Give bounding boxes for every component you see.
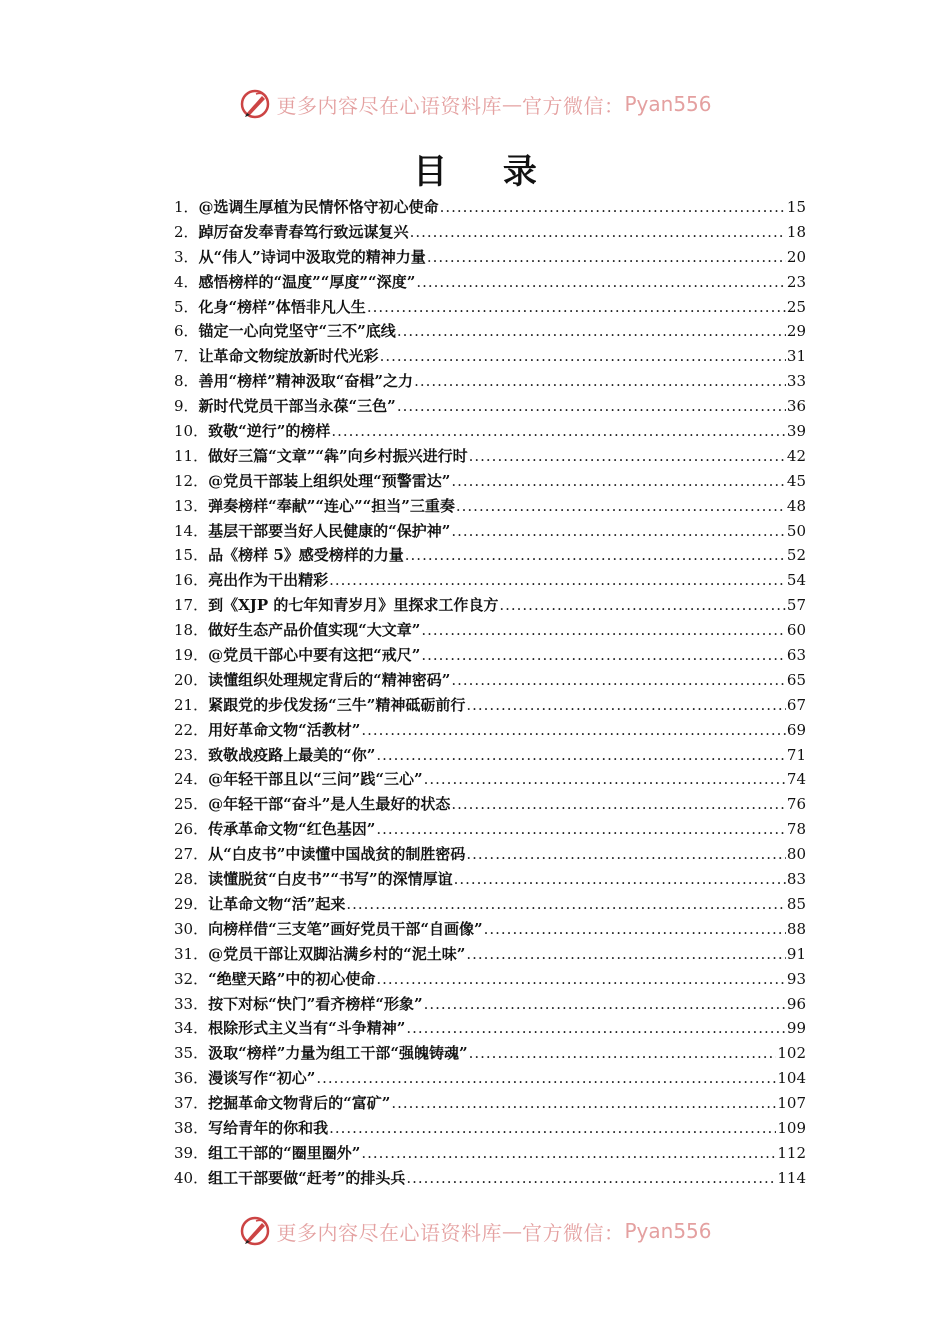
- toc-leader-dots: [424, 767, 786, 792]
- toc-entry-title: 根除形式主义当有“斗争精神”: [208, 1019, 406, 1038]
- toc-entry-number: 34．: [174, 1019, 209, 1038]
- toc-entry-title: @党员干部让双脚沾满乡村的“泥土味”: [208, 944, 466, 963]
- table-of-contents: [174, 195, 806, 1191]
- toc-entry-number: 13．: [174, 496, 209, 515]
- toc-leader-dots: [454, 867, 786, 892]
- toc-entry-number: 6．: [174, 322, 199, 341]
- toc-entry-title: 紧跟党的步伐发扬“三牛”精神砥砺前行: [208, 695, 466, 714]
- toc-entry-title: 弹奏榜样“奉献”“连心”“担当”三重奏: [208, 496, 455, 515]
- toc-leader-dots: [331, 419, 786, 444]
- toc-leader-dots: [421, 643, 786, 668]
- toc-leader-dots: [484, 917, 786, 942]
- toc-entry-title: 到《XJP 的七年知青岁月》里探求工作良方: [208, 596, 499, 615]
- page-title: 目 录: [413, 152, 559, 192]
- toc-entry-title: 品《榜样 5》感受榜样的力量: [208, 546, 404, 565]
- toc-entry[interactable]: [174, 668, 806, 693]
- toc-entry[interactable]: [174, 270, 806, 295]
- toc-entry[interactable]: [174, 220, 806, 245]
- toc-entry-page: 107: [777, 1094, 806, 1113]
- toc-entry[interactable]: [174, 1141, 806, 1166]
- toc-leader-dots: [361, 718, 786, 743]
- toc-entry-number: 9．: [174, 397, 199, 416]
- toc-entry-page: 69: [786, 720, 806, 739]
- toc-leader-dots: [414, 369, 786, 394]
- toc-entry-title: 让革命文物绽放新时代光彩: [198, 347, 379, 366]
- toc-leader-dots: [316, 1066, 776, 1091]
- toc-entry-title: 用好革命文物“活教材”: [208, 720, 361, 739]
- toc-entry[interactable]: [174, 195, 806, 220]
- toc-leader-dots: [329, 568, 786, 593]
- toc-entry[interactable]: [174, 892, 806, 917]
- toc-entry-page: 71: [786, 745, 806, 764]
- toc-entry-title: 从“白皮书”中读懂中国战贫的制胜密码: [208, 845, 466, 864]
- toc-leader-dots: [367, 295, 786, 320]
- toc-leader-dots: [361, 1141, 776, 1166]
- toc-leader-dots: [406, 1166, 776, 1191]
- toc-entry-title: 按下对标“快门”看齐榜样“形象”: [208, 994, 423, 1013]
- toc-leader-dots: [451, 519, 786, 544]
- toc-entry-number: 37．: [174, 1094, 209, 1113]
- toc-entry-number: 16．: [174, 571, 209, 590]
- toc-leader-dots: [380, 344, 786, 369]
- toc-entry-page: 65: [786, 670, 806, 689]
- toc-entry-page: 39: [786, 422, 806, 441]
- toc-entry-number: 12．: [174, 471, 209, 490]
- toc-entry-number: 27．: [174, 845, 209, 864]
- toc-leader-dots: [376, 817, 786, 842]
- toc-entry[interactable]: [174, 568, 806, 593]
- toc-entry-title: 锚定一心向党坚守“三不”底线: [198, 322, 396, 341]
- toc-entry-title: 做好生态产品价值实现“大文章”: [208, 621, 421, 640]
- toc-entry-number: 26．: [174, 820, 209, 839]
- toc-entry[interactable]: [174, 942, 806, 967]
- toc-entry[interactable]: [174, 917, 806, 942]
- toc-entry-title: 善用“榜样”精神汲取“奋楫”之力: [198, 372, 414, 391]
- toc-entry[interactable]: [174, 593, 806, 618]
- header-watermark: [0, 84, 950, 124]
- toc-entry-title: 组工干部要做“赶考”的排头兵: [208, 1168, 406, 1187]
- toc-entry-number: 23．: [174, 745, 209, 764]
- watermark-wechat-id: Pyan556: [624, 92, 712, 116]
- toc-entry-page: 45: [786, 471, 806, 490]
- watermark-separator: —: [501, 1219, 522, 1243]
- watermark-separator: —: [501, 92, 522, 116]
- watermark-text: 更多内容尽在心语资料库: [276, 1220, 502, 1245]
- toc-entry[interactable]: [174, 718, 806, 743]
- toc-entry[interactable]: [174, 519, 806, 544]
- toc-entry-number: 17．: [174, 596, 209, 615]
- toc-entry-title: 做好三篇“文章”“犇”向乡村振兴进行时: [208, 446, 468, 465]
- toc-entry-page: 20: [786, 247, 806, 266]
- toc-entry-title: 致敬“逆行”的榜样: [208, 422, 331, 441]
- toc-entry-title: 写给青年的你和我: [208, 1118, 329, 1137]
- toc-leader-dots: [405, 543, 786, 568]
- toc-leader-dots: [427, 245, 786, 270]
- toc-entry-title: 汲取“榜样”力量为组工干部“强魄铸魂”: [208, 1044, 468, 1063]
- toc-entry-title: @年轻干部“奋斗”是人生最好的状态: [208, 795, 451, 814]
- toc-leader-dots: [421, 618, 786, 643]
- toc-entry-number: 36．: [174, 1069, 209, 1088]
- toc-entry-page: 114: [777, 1168, 806, 1187]
- toc-entry-page: 57: [786, 596, 806, 615]
- toc-entry-page: 23: [786, 272, 806, 291]
- watermark-wechat-id: Pyan556: [624, 1219, 712, 1243]
- toc-entry[interactable]: [174, 319, 806, 344]
- toc-entry-page: 50: [786, 521, 806, 540]
- toc-entry[interactable]: [174, 295, 806, 320]
- toc-entry[interactable]: [174, 419, 806, 444]
- toc-entry-page: 88: [786, 919, 806, 938]
- toc-entry-page: 60: [786, 621, 806, 640]
- toc-entry-title: @党员干部装上组织处理“预警雷达”: [208, 471, 451, 490]
- toc-leader-dots: [416, 270, 786, 295]
- toc-entry-page: 18: [786, 222, 806, 241]
- toc-entry[interactable]: [174, 967, 806, 992]
- watermark-text: 更多内容尽在心语资料库: [276, 93, 502, 118]
- toc-entry-page: 74: [786, 770, 806, 789]
- toc-entry-number: 7．: [174, 347, 199, 366]
- toc-leader-dots: [406, 1016, 786, 1041]
- toc-entry-number: 35．: [174, 1044, 209, 1063]
- toc-entry-number: 38．: [174, 1118, 209, 1137]
- toc-entry-page: 52: [786, 546, 806, 565]
- toc-leader-dots: [451, 469, 786, 494]
- toc-entry-number: 21．: [174, 695, 209, 714]
- toc-entry-number: 29．: [174, 894, 209, 913]
- toc-entry-number: 31．: [174, 944, 209, 963]
- toc-entry-title: 传承革命文物“红色基因”: [208, 820, 376, 839]
- toc-entry-number: 39．: [174, 1143, 209, 1162]
- toc-entry-title: 向榜样借“三支笔”画好党员干部“自画像”: [208, 919, 483, 938]
- toc-entry-title: 读懂脱贫“白皮书”“书写”的深情厚谊: [208, 870, 453, 889]
- toc-leader-dots: [451, 668, 786, 693]
- toc-leader-dots: [451, 792, 786, 817]
- toc-entry-page: 63: [786, 646, 806, 665]
- toc-entry-page: 15: [786, 198, 806, 216]
- toc-entry-title: 亮出作为干出精彩: [208, 571, 329, 590]
- toc-leader-dots: [376, 967, 786, 992]
- toc-entry[interactable]: [174, 494, 806, 519]
- toc-entry-page: 83: [786, 870, 806, 889]
- toc-entry-title: 踔厉奋发奉青春笃行致远谋复兴: [198, 222, 409, 241]
- toc-entry-title: 挖掘革命文物背后的“富矿”: [208, 1094, 391, 1113]
- toc-entry[interactable]: [174, 1166, 806, 1191]
- toc-entry-number: 32．: [174, 969, 209, 988]
- toc-entry-title: @年轻干部且以“三问”践“三心”: [208, 770, 423, 789]
- toc-entry[interactable]: [174, 992, 806, 1017]
- toc-entry-page: 93: [786, 969, 806, 988]
- toc-leader-dots: [391, 1091, 776, 1116]
- toc-entry-number: 3．: [174, 247, 199, 266]
- toc-entry-number: 30．: [174, 919, 209, 938]
- toc-entry-page: 85: [786, 894, 806, 913]
- toc-entry-title: 基层干部要当好人民健康的“保护神”: [208, 521, 451, 540]
- toc-entry[interactable]: [174, 1091, 806, 1116]
- toc-entry-title: “绝壁天路”中的初心使命: [208, 969, 376, 988]
- watermark-wechat-label: 官方微信：: [521, 1220, 625, 1245]
- toc-entry[interactable]: [174, 1066, 806, 1091]
- toc-entry-number: 11．: [174, 446, 209, 465]
- toc-leader-dots: [424, 992, 786, 1017]
- toc-entry-page: 33: [786, 372, 806, 391]
- toc-leader-dots: [440, 195, 786, 220]
- toc-entry-page: 78: [786, 820, 806, 839]
- toc-entry-page: 91: [786, 944, 806, 963]
- toc-leader-dots: [499, 593, 786, 618]
- toc-leader-dots: [456, 494, 786, 519]
- toc-entry[interactable]: [174, 817, 806, 842]
- toc-entry-number: 20．: [174, 670, 209, 689]
- toc-leader-dots: [397, 319, 786, 344]
- toc-entry[interactable]: [174, 1016, 806, 1041]
- toc-entry-page: 42: [786, 446, 806, 465]
- toc-entry-number: 28．: [174, 870, 209, 889]
- toc-entry-page: 36: [786, 397, 806, 416]
- toc-leader-dots: [346, 892, 786, 917]
- toc-entry-number: 18．: [174, 621, 209, 640]
- toc-entry-title: 新时代党员干部当永葆“三色”: [198, 397, 396, 416]
- toc-entry-number: 5．: [174, 297, 199, 316]
- toc-entry[interactable]: [174, 618, 806, 643]
- toc-entry-page: 112: [777, 1143, 806, 1162]
- toc-entry[interactable]: [174, 469, 806, 494]
- footer-watermark: [0, 1211, 950, 1251]
- toc-entry-title: 感悟榜样的“温度”“厚度”“深度”: [198, 272, 416, 291]
- toc-entry-number: 15．: [174, 546, 209, 565]
- toc-entry-title: 漫谈写作“初心”: [208, 1069, 316, 1088]
- toc-leader-dots: [397, 394, 786, 419]
- watermark-wechat-label: 官方微信：: [521, 93, 625, 118]
- toc-entry[interactable]: [174, 1041, 806, 1066]
- toc-leader-dots: [466, 693, 786, 718]
- toc-entry-page: 96: [786, 994, 806, 1013]
- toc-entry-title: @党员干部心中要有这把“戒尺”: [208, 646, 421, 665]
- toc-entry-title: 化身“榜样”体悟非凡人生: [198, 297, 366, 316]
- toc-entry[interactable]: [174, 369, 806, 394]
- toc-entry-number: 14．: [174, 521, 209, 540]
- toc-entry-page: 48: [786, 496, 806, 515]
- toc-entry[interactable]: [174, 394, 806, 419]
- toc-entry-page: 102: [777, 1044, 806, 1063]
- toc-entry-page: 99: [786, 1019, 806, 1038]
- toc-entry-title: 组工干部的“圈里圈外”: [208, 1143, 361, 1162]
- toc-entry-number: 8．: [174, 372, 199, 391]
- toc-entry-number: 1．: [174, 198, 199, 216]
- toc-leader-dots: [410, 220, 786, 245]
- toc-entry-page: 80: [786, 845, 806, 864]
- toc-entry-number: 40．: [174, 1168, 209, 1187]
- toc-entry-page: 67: [786, 695, 806, 714]
- pen-logo-icon: [238, 1214, 272, 1248]
- toc-entry[interactable]: [174, 1116, 806, 1141]
- toc-entry[interactable]: [174, 344, 806, 369]
- toc-entry[interactable]: [174, 842, 806, 867]
- toc-entry-title: 读懂组织处理规定背后的“精神密码”: [208, 670, 451, 689]
- toc-entry-title: 让革命文物“活”起来: [208, 894, 346, 913]
- toc-leader-dots: [466, 942, 786, 967]
- toc-entry-page: 31: [786, 347, 806, 366]
- toc-entry[interactable]: [174, 743, 806, 768]
- toc-entry-number: 4．: [174, 272, 199, 291]
- toc-leader-dots: [469, 444, 786, 469]
- toc-entry[interactable]: [174, 693, 806, 718]
- toc-entry[interactable]: [174, 792, 806, 817]
- toc-entry[interactable]: [174, 867, 806, 892]
- toc-entry-page: 25: [786, 297, 806, 316]
- toc-entry-number: 24．: [174, 770, 209, 789]
- toc-leader-dots: [469, 1041, 777, 1066]
- toc-entry[interactable]: [174, 245, 806, 270]
- toc-entry-page: 54: [786, 571, 806, 590]
- toc-entry-number: 22．: [174, 720, 209, 739]
- toc-entry-page: 29: [786, 322, 806, 341]
- toc-leader-dots: [329, 1116, 776, 1141]
- toc-leader-dots: [376, 743, 786, 768]
- toc-entry-title: 致敬战疫路上最美的“你”: [208, 745, 376, 764]
- toc-entry-page: 104: [777, 1069, 806, 1088]
- toc-entry[interactable]: [174, 643, 806, 668]
- toc-entry[interactable]: [174, 767, 806, 792]
- toc-entry-title: 从“伟人”诗词中汲取党的精神力量: [198, 247, 426, 266]
- toc-entry-number: 10．: [174, 422, 209, 441]
- pen-logo-icon: [238, 87, 272, 121]
- toc-entry[interactable]: [174, 543, 806, 568]
- toc-entry-page: 76: [786, 795, 806, 814]
- toc-entry-number: 33．: [174, 994, 209, 1013]
- toc-entry-page: 109: [777, 1118, 806, 1137]
- toc-entry[interactable]: [174, 444, 806, 469]
- toc-entry-title: @选调生厚植为民情怀恪守初心使命: [198, 198, 439, 216]
- toc-leader-dots: [466, 842, 786, 867]
- toc-entry-number: 2．: [174, 222, 199, 241]
- toc-entry-number: 19．: [174, 646, 209, 665]
- toc-entry-number: 25．: [174, 795, 209, 814]
